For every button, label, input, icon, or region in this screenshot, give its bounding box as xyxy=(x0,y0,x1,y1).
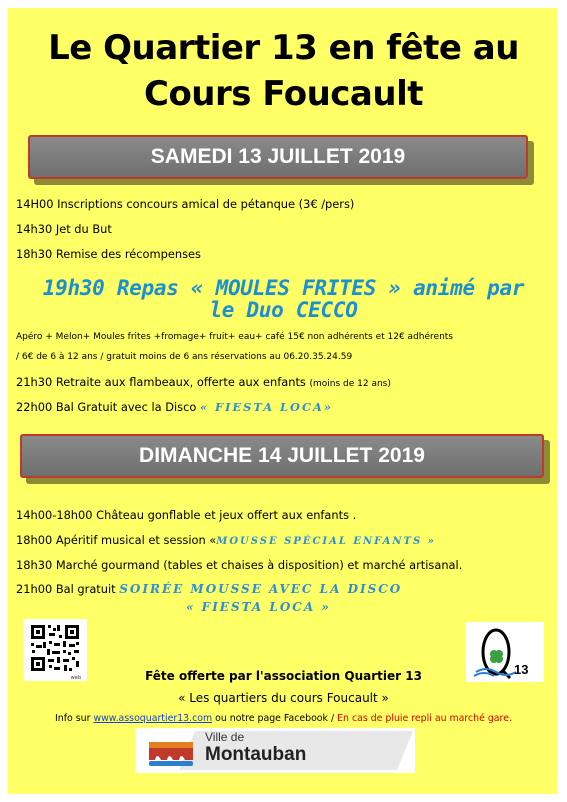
saturday-ball-name: « FIESTA LOCA» xyxy=(199,400,333,414)
sunday-item-2 xyxy=(16,533,436,547)
sunday-item-4-name: SOIRÉE MOUSSE AVEC LA DISCO xyxy=(119,582,403,596)
sunday-item-2-name: MOUSSE SPÉCIAL ENFANTS » xyxy=(216,536,436,547)
sunday-banner: DIMANCHE 14 JUILLET 2019 xyxy=(20,434,544,478)
menu-price-line2: / 6€ de 6 à 12 ans / gratuit moins de 6 ans réservations au 06.20.35.24.59 xyxy=(16,352,353,362)
organizer-line: Fête offerte par l'association Quartier 13 xyxy=(145,669,422,683)
meal-highlight-line2: le Duo CECCO xyxy=(209,298,358,322)
saturday-ball-text: 22h00 Bal Gratuit avec la Disco xyxy=(16,400,197,414)
rain-notice: En cas de pluie repli au marché gare. xyxy=(337,713,512,724)
ville-de-label: Ville de xyxy=(205,730,245,744)
torchlight-text: 21h30 Retraite aux flambeaux, offerte aux enfants xyxy=(16,375,306,389)
poster-title-line2: Cours Foucault xyxy=(144,74,423,114)
montauban-logo xyxy=(135,728,415,773)
saturday-banner: SAMEDI 13 JUILLET 2019 xyxy=(28,135,528,179)
menu-price-line1: Apéro + Melon+ Moules frites +fromage+ fruit+ eau+ café 15€ non adhérents et 12€ adhérents xyxy=(16,332,453,342)
meal-highlight-line1: 19h30 Repas « MOULES FRITES » animé par xyxy=(42,276,525,300)
logo-number: 13 xyxy=(514,662,529,677)
info-middle: ou notre page Facebook / xyxy=(215,713,335,724)
info-line xyxy=(0,713,567,724)
ville-name: Montauban xyxy=(205,744,307,765)
sunday-item-3: 18h30 Marché gourmand (tables et chaises à disposition) et marché artisanal. xyxy=(16,558,463,572)
saturday-item-1: 14H00 Inscriptions concours amical de pétanque (3€ /pers) xyxy=(16,197,355,211)
torchlight-parade xyxy=(16,375,391,389)
qr-caption: web xyxy=(70,675,81,681)
saturday-ball xyxy=(16,400,333,414)
slogan: « Les quartiers du cours Foucault » xyxy=(178,691,389,705)
saturday-item-3: 18h30 Remise des récompenses xyxy=(16,247,201,261)
poster-title-line1: Le Quartier 13 en fête au xyxy=(48,28,519,68)
saturday-item-2: 14h30 Jet du But xyxy=(16,222,112,236)
sunday-item-4-line2 xyxy=(186,600,331,614)
sunday-item-1: 14h00-18h00 Château gonflable et jeux offert aux enfants . xyxy=(16,508,357,522)
info-prefix: Info sur xyxy=(55,713,91,724)
website-link[interactable]: www.assoquartier13.com xyxy=(93,713,213,724)
sunday-item-4 xyxy=(16,582,402,596)
sunday-item-2-text: 18h00 Apéritif musical et session « xyxy=(16,533,217,547)
sunday-item-4-name-2: « FIESTA LOCA » xyxy=(186,600,331,614)
sunday-item-4-text: 21h00 Bal gratuit xyxy=(16,582,116,596)
torchlight-age-note: (moins de 12 ans) xyxy=(309,379,391,389)
